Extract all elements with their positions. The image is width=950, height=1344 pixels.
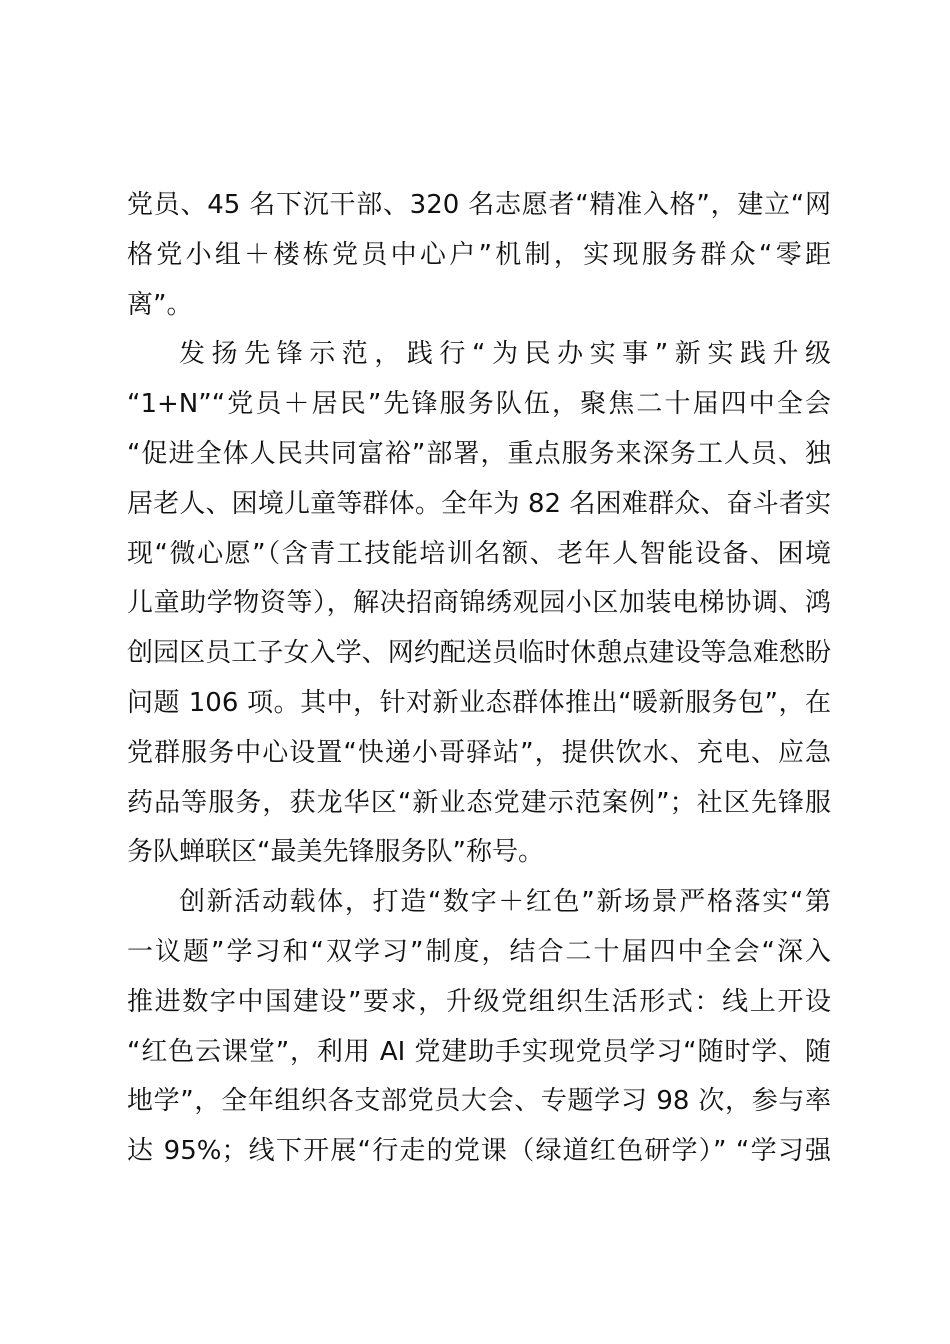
paragraph-digital-red bbox=[127, 881, 831, 1180]
text-line: “促进全体人民共同富裕”部署，重点服务来深务工人员、独 bbox=[127, 438, 831, 469]
text-line: 离”。 bbox=[127, 289, 193, 320]
text-line: 发扬先锋示范，践行“为民办实事”新实践升级 bbox=[179, 339, 831, 370]
document-page bbox=[127, 184, 831, 1180]
text-line: “1+N”“党员＋居民”先锋服务队伍，聚焦二十届四中全会 bbox=[127, 389, 831, 420]
text-line: 一议题”学习和“双学习”制度，结合二十届四中全会“深入 bbox=[127, 936, 831, 967]
text-line: 党员、45 名下沉干部、320 名志愿者“精准入格”，建立“网 bbox=[127, 190, 831, 220]
text-line: 推进数字中国建设”要求，升级党组织生活形式：线上开设 bbox=[127, 986, 831, 1017]
text-line: 党群服务中心设置“快递小哥驿站”，提供饮水、充电、应急 bbox=[127, 737, 831, 768]
text-line: 问题 106 项。其中，针对新业态群体推出“暖新服务包”，在 bbox=[127, 687, 831, 718]
text-line: 现“微心愿”（含青工技能培训名额、老年人智能设备、困境 bbox=[127, 538, 831, 569]
text-line: 创新活动载体，打造“数字＋红色”新场景严格落实“第 bbox=[179, 887, 831, 918]
text-line: 务队蝉联区“最美先锋服务队”称号。 bbox=[127, 837, 544, 868]
text-line: 儿童助学物资等），解决招商锦绣观园小区加装电梯协调、鸿 bbox=[127, 588, 831, 619]
text-line: 达 95%；线下开展“行走的党课（绿道红色研学）” “学习强 bbox=[127, 1136, 831, 1167]
paragraph-pioneer-service bbox=[127, 333, 831, 881]
paragraph-continued bbox=[127, 184, 831, 333]
text-line: 居老人、困境儿童等群体。全年为 82 名困难群众、奋斗者实 bbox=[127, 488, 831, 519]
text-line: 创园区员工子女入学、网约配送员临时休憩点建设等急难愁盼 bbox=[127, 638, 831, 669]
text-line: “红色云课堂”，利用 AI 党建助手实现党员学习“随时学、随 bbox=[127, 1036, 831, 1067]
text-line: 药品等服务，获龙华区“新业态党建示范案例”；社区先锋服 bbox=[127, 787, 831, 818]
text-line: 格党小组＋楼栋党员中心户”机制，实现服务群众“零距 bbox=[127, 239, 831, 270]
text-line: 地学”，全年组织各支部党员大会、专题学习 98 次，参与率 bbox=[127, 1086, 831, 1117]
